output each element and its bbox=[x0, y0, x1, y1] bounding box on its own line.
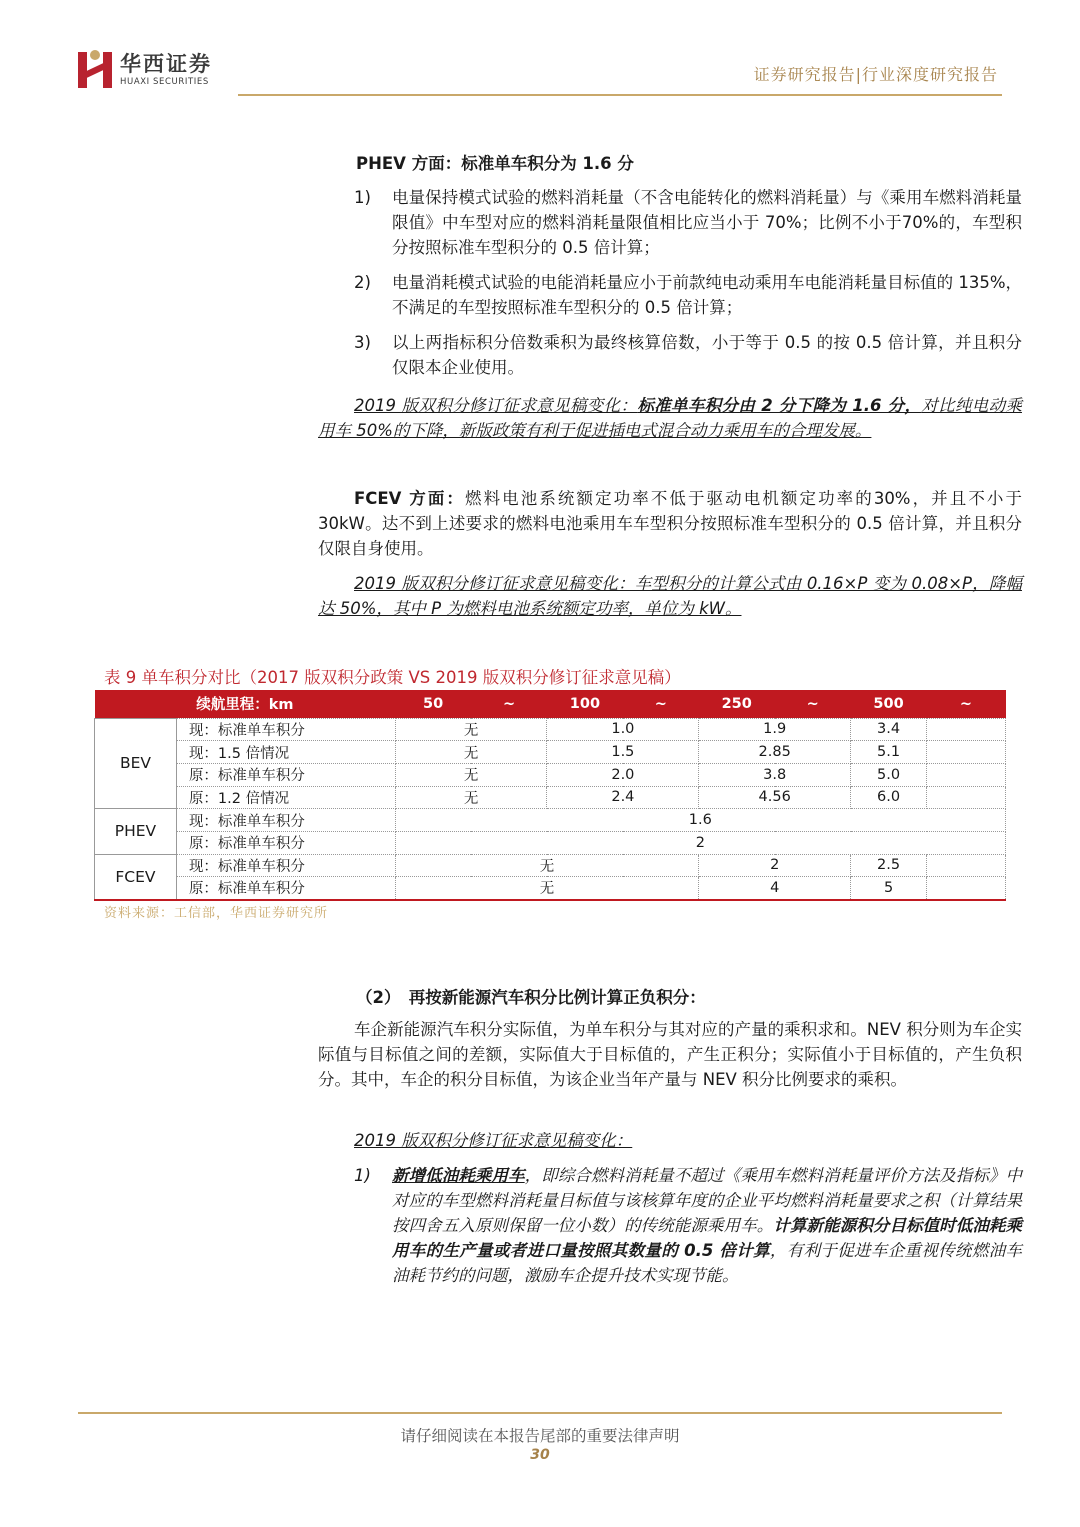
list-item bbox=[354, 330, 1022, 380]
table-caption: 表 9 单车积分对比（2017 版双积分政策 VS 2019 版双积分修订征求意见稿） bbox=[104, 668, 681, 687]
list-item-text: 电量保持模式试验的燃料消耗量（不含电能转化的燃料消耗量）与《乘用车燃料消耗量限值》中车型对应的燃料消耗量限值相比应当小于 70%；比例不小于70%的，车型积分按照标准车型积分的 0.5 倍计算； bbox=[392, 188, 1022, 257]
table-cell: 2.85 bbox=[699, 741, 851, 764]
table-row bbox=[95, 809, 1006, 832]
table-row bbox=[95, 877, 1006, 900]
item-text-1: ，即综合燃料消耗量不超过《乘用车燃料消耗量评价方法及指标》中对应的车型燃料消耗量目标值与该核算年度的企业平均燃料消耗量要求之积（计算结果按四舍五入原则保留一位小数）的传统能源乘用车。 bbox=[392, 1166, 1023, 1235]
fcev-label: FCEV 方面： bbox=[354, 489, 465, 508]
section-2-paragraph: 车企新能源汽车积分实际值，为单车积分与其对应的产量的乘积求和。NEV 积分则为车企实际值与目标值之间的差额，实际值大于目标值的，产生正积分；实际值小于目标值的，产生负积分。其中，车企的积分目标值，为该企业当年产量与 NEV 积分比例要求的乘积。 bbox=[318, 1020, 1022, 1089]
table-cell: 无 bbox=[395, 741, 547, 764]
row-label: 原：1.2 倍情况 bbox=[176, 786, 395, 809]
change-text: 对比纯电动乘用车 50%的下降，新版政策有利于促进插电式混合动力乘用车的合理发展。 bbox=[318, 396, 1022, 440]
fcev-change-note: 2019 版双积分修订征求意见稿变化：车型积分的计算公式由 0.16×P 变为 0.08×P，降幅达 50%，其中 P 为燃料电池系统额定功率，单位为 kW。 bbox=[318, 574, 1022, 618]
table-row bbox=[95, 854, 1006, 877]
section-2-title: （2） 再按新能源汽车积分比例计算正负积分： bbox=[356, 988, 706, 1007]
table-cell: 无 bbox=[395, 786, 547, 809]
table-header-row bbox=[95, 690, 1006, 718]
row-label: 现：标准单车积分 bbox=[176, 854, 395, 877]
fcev-text: 燃料电池系统额定功率不低于驱动电机额定功率的30%，并且不小于 30kW。达不到上述要求的燃料电池乘用车车型积分按照标准车型积分的 0.5 倍计算，并且积分仅限自身使用。 bbox=[318, 489, 1022, 558]
page-number: 30 bbox=[530, 1447, 550, 1463]
table-header-cell: 100 bbox=[547, 690, 623, 718]
change-label: 2019 版双积分修订征求意见稿变化： bbox=[354, 396, 638, 415]
group-label-bev: BEV bbox=[95, 718, 177, 809]
table-cell: 3.4 bbox=[851, 718, 927, 741]
table-cell bbox=[927, 741, 1006, 764]
table-header-cell: ~ bbox=[775, 690, 851, 718]
table-header-cell: 续航里程：km bbox=[95, 690, 396, 718]
table-cell: 无 bbox=[395, 877, 699, 900]
legal-notice: 请仔细阅读在本报告尾部的重要法律声明 bbox=[400, 1427, 680, 1445]
table-header-cell: 50 bbox=[395, 690, 471, 718]
section-2-list bbox=[354, 1163, 1022, 1288]
item-highlight-1: 新增低油耗乘用车 bbox=[392, 1166, 525, 1185]
table-cell bbox=[927, 786, 1006, 809]
table-row bbox=[95, 763, 1006, 786]
company-logo bbox=[78, 50, 212, 90]
table-cell: 1.5 bbox=[547, 741, 699, 764]
item-text-2: ，有利于促进车企重视传统燃油车油耗节约的问题，激励车企提升技术实现节能。 bbox=[392, 1241, 1023, 1285]
row-label: 现：标准单车积分 bbox=[176, 809, 395, 832]
header-divider bbox=[238, 94, 1002, 96]
table-cell: 无 bbox=[395, 718, 547, 741]
table-cell: 无 bbox=[395, 763, 547, 786]
table-cell: 5.1 bbox=[851, 741, 927, 764]
list-item-number: 1) bbox=[354, 1166, 371, 1185]
table-cell: 2 bbox=[699, 854, 851, 877]
list-item bbox=[354, 1163, 1022, 1288]
change-highlight: 标准单车积分由 2 分下降为 1.6 分， bbox=[637, 396, 922, 415]
list-item-number: 3) bbox=[354, 333, 371, 352]
list-item-text: 以上两指标积分倍数乘积为最终核算倍数，小于等于 0.5 的按 0.5 倍计算，并且积分仅限本企业使用。 bbox=[392, 333, 1022, 377]
table-cell bbox=[927, 877, 1006, 900]
item-highlight-2: 计算新能源积分目标值时低油耗乘用车的生产量或者进口量按照其数量的 0.5 倍计算 bbox=[392, 1216, 1023, 1260]
table-cell: 6.0 bbox=[851, 786, 927, 809]
table-header-cell: ~ bbox=[927, 690, 1006, 718]
list-item-text bbox=[392, 1163, 1022, 1288]
table-cell: 1.0 bbox=[547, 718, 699, 741]
table-header-cell: 250 bbox=[699, 690, 775, 718]
table-header-cell: ~ bbox=[471, 690, 547, 718]
list-item bbox=[354, 270, 1022, 320]
table-cell: 无 bbox=[395, 854, 699, 877]
table-row bbox=[95, 786, 1006, 809]
row-label: 原：标准单车积分 bbox=[176, 831, 395, 854]
table-cell bbox=[927, 718, 1006, 741]
table-cell: 4 bbox=[699, 877, 851, 900]
table-source: 资料来源：工信部，华西证券研究所 bbox=[104, 906, 329, 921]
section-2-change-label: 2019 版双积分修订征求意见稿变化： bbox=[354, 1131, 633, 1150]
report-type-label: 证券研究报告|行业深度研究报告 bbox=[753, 65, 998, 84]
table-cell bbox=[927, 763, 1006, 786]
list-item-text: 电量消耗模式试验的电能消耗量应小于前款纯电动乘用车电能消耗量目标值的 135%，不满足的车型按照标准车型积分的 0.5 倍计算； bbox=[392, 273, 1022, 317]
table-row bbox=[95, 741, 1006, 764]
phev-list bbox=[354, 185, 1022, 380]
list-item-number: 1) bbox=[354, 188, 371, 207]
table-cell: 2.5 bbox=[851, 854, 927, 877]
table-cell: 2.4 bbox=[547, 786, 699, 809]
table-cell bbox=[927, 854, 1006, 877]
credit-comparison-table bbox=[94, 690, 1006, 901]
table-header-cell: ~ bbox=[623, 690, 699, 718]
group-label-fcev: FCEV bbox=[95, 854, 177, 899]
table-cell: 1.9 bbox=[699, 718, 851, 741]
group-label-phev: PHEV bbox=[95, 809, 177, 854]
list-item bbox=[354, 185, 1022, 260]
footer-divider bbox=[78, 1412, 1002, 1414]
logo-name-cn: 华西证券 bbox=[120, 52, 212, 76]
table-cell: 5 bbox=[851, 877, 927, 900]
row-label: 原：标准单车积分 bbox=[176, 877, 395, 900]
logo-mark-icon bbox=[78, 50, 112, 90]
phev-change-note bbox=[318, 393, 1022, 443]
table-cell: 2.0 bbox=[547, 763, 699, 786]
row-label: 现：标准单车积分 bbox=[176, 718, 395, 741]
table-cell: 2 bbox=[395, 831, 1005, 854]
table-row bbox=[95, 718, 1006, 741]
list-item-number: 2) bbox=[354, 273, 371, 292]
table-cell: 4.56 bbox=[699, 786, 851, 809]
fcev-paragraph bbox=[318, 486, 1022, 561]
table-cell: 3.8 bbox=[699, 763, 851, 786]
row-label: 现：1.5 倍情况 bbox=[176, 741, 395, 764]
row-label: 原：标准单车积分 bbox=[176, 763, 395, 786]
logo-name-en: HUAXI SECURITIES bbox=[120, 77, 209, 87]
table-row bbox=[95, 831, 1006, 854]
table-cell: 5.0 bbox=[851, 763, 927, 786]
table-cell: 1.6 bbox=[395, 809, 1005, 832]
phev-title: PHEV 方面：标准单车积分为 1.6 分 bbox=[356, 154, 634, 173]
table-header-cell: 500 bbox=[851, 690, 927, 718]
